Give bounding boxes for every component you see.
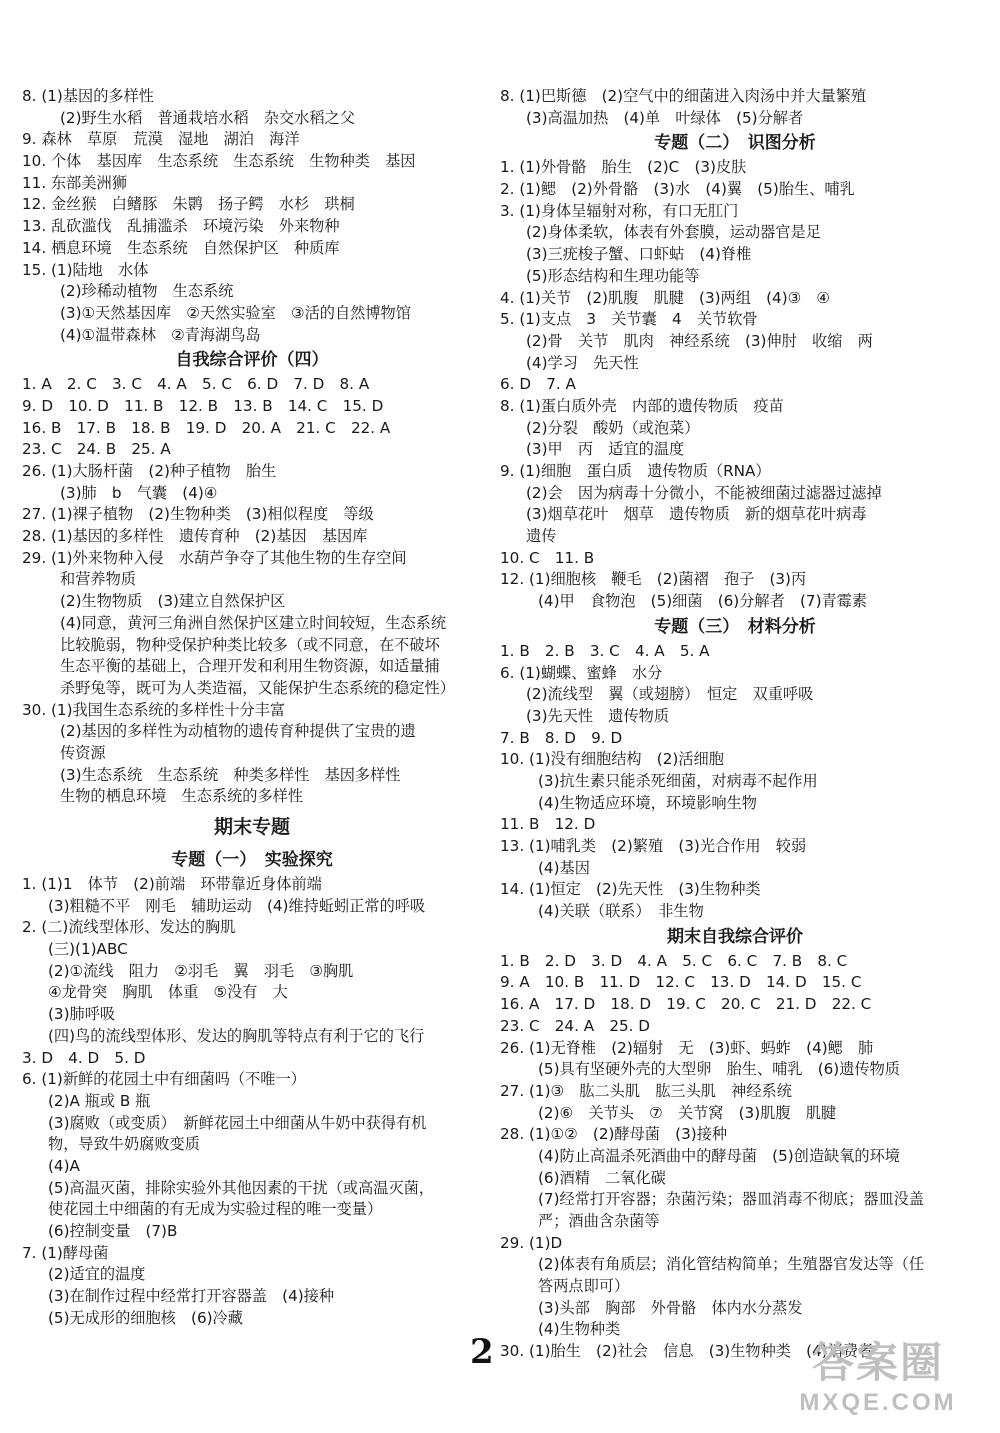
answer-line: (3)三疣梭子蟹、口虾蛄 (4)脊椎 bbox=[526, 245, 752, 264]
answer-line: 26. (1)无脊椎 (2)辐射 无 (3)虾、蚂蚱 (4)鳃 肺 bbox=[500, 1038, 874, 1057]
answer-line: (5)无成形的细胞核 (6)冷藏 bbox=[48, 1308, 243, 1327]
answer-line: (3)甲 丙 适宜的温度 bbox=[526, 440, 685, 459]
answer-line: 15. (1)陆地 水体 bbox=[22, 260, 149, 279]
answer-line: (2)野生水稻 普通栽培水稻 杂交水稻之父 bbox=[60, 108, 355, 127]
answer-line: 8. (1)基因的多样性 bbox=[22, 87, 154, 105]
answer-line: 和营养物质 bbox=[60, 570, 136, 589]
answer-line: (2)会 因为病毒十分微小，不能被细菌过滤器过滤掉 bbox=[526, 483, 882, 502]
answer-line: 23. C 24. B 25. A bbox=[22, 440, 171, 459]
answer-line: (4)关联（联系） 非生物 bbox=[538, 902, 704, 921]
answer-line: 30. (1)我国生态系统的多样性十分丰富 bbox=[22, 700, 286, 719]
watermark-logo-text: 答案圈 bbox=[811, 1338, 944, 1387]
answer-line: 1. B 2. D 3. D 4. A 5. C 6. C 7. B 8. C bbox=[500, 951, 848, 970]
answer-line: 5. (1)支点 3 关节囊 4 关节软骨 bbox=[500, 310, 758, 329]
page-number: 2 bbox=[470, 1332, 494, 1372]
answer-line: (5)高温灭菌，排除实验外其他因素的干扰（或高温灭菌， bbox=[48, 1178, 435, 1197]
section-heading: 专题（一） 实验探究 bbox=[171, 850, 333, 870]
answer-line: 14. 栖息环境 生态系统 自然保护区 种质库 bbox=[22, 238, 340, 257]
answer-line: 6. (1)蝴蝶、蜜蜂 水分 bbox=[500, 663, 663, 682]
answer-line: 9. A 10. B 11. D 12. C 13. D 14. D 15. C bbox=[500, 973, 862, 992]
answer-line: 1. A 2. C 3. C 4. A 5. C 6. D 7. D 8. A bbox=[22, 375, 370, 394]
left-column bbox=[22, 86, 482, 1329]
answer-line: (2)基因的多样性为动植物的遗传育种提供了宝贵的遗 bbox=[60, 722, 416, 741]
answer-line: (7)经常打开容器；杂菌污染；器皿消毒不彻底；器皿没盖 bbox=[538, 1190, 925, 1209]
answer-line: (2)分裂 酸奶（或泡菜） bbox=[526, 418, 700, 437]
answer-line: 2. (1)鳃 (2)外骨骼 (3)水 (4)翼 (5)胎生、哺乳 bbox=[500, 180, 855, 199]
answer-line: 严；酒曲含杂菌等 bbox=[538, 1212, 660, 1230]
answer-line: (2)身体柔软，体表有外套膜，运动器官是足 bbox=[526, 223, 821, 242]
answer-line: ④龙骨突 胸肌 体重 ⑤没有 大 bbox=[48, 983, 288, 1002]
answer-line: 28. (1)基因的多样性 遗传育种 (2)基因 基因库 bbox=[22, 527, 368, 546]
answer-line: (3)抗生素只能杀死细菌，对病毒不起作用 bbox=[538, 771, 818, 790]
watermark-url: MXQE.COM bbox=[799, 1389, 957, 1416]
answer-line: 16. A 17. D 18. D 19. C 20. C 21. D 22. C bbox=[500, 995, 872, 1014]
answer-line: 8. (1)巴斯德 (2)空气中的细菌进入肉汤中并大量繁殖 bbox=[500, 87, 867, 105]
answer-line: (三)(1)ABC bbox=[48, 940, 128, 959]
answer-line: (3)生态系统 生态系统 种类多样性 基因多样性 bbox=[60, 765, 401, 784]
answer-line: (2)骨 关节 肌肉 神经系统 (3)伸肘 收缩 两 bbox=[526, 331, 873, 350]
answer-line: (4)基因 bbox=[538, 858, 590, 877]
answer-line: 27. (1)裸子植物 (2)生物种类 (3)相似程度 等级 bbox=[22, 505, 374, 524]
answer-line: 使花园土中细菌的有无成为实验过程的唯一变量） bbox=[48, 1200, 383, 1219]
answer-line: 杀野兔等，既可为人类造福，又能保护生态系统的稳定性） bbox=[60, 678, 455, 697]
answer-line: 30. (1)胎生 (2)社会 信息 (3)生物种类 (4)消费者 bbox=[500, 1342, 874, 1361]
answer-line: 29. (1)D bbox=[500, 1233, 563, 1252]
answer-line: 9. 森林 草原 荒漠 湿地 湖泊 海洋 bbox=[22, 130, 300, 149]
answer-line: 9. (1)细胞 蛋白质 遗传物质（RNA） bbox=[500, 462, 771, 480]
section-heading: 期末自我综合评价 bbox=[667, 926, 803, 947]
answer-line: (3)①天然基因库 ②天然实验室 ③活的自然博物馆 bbox=[60, 303, 411, 322]
answer-line: (2)适宜的温度 bbox=[48, 1265, 146, 1284]
answer-line: (3)头部 胸部 外骨骼 体内水分蒸发 bbox=[538, 1298, 803, 1317]
section-heading: 自我综合评价（四） bbox=[175, 350, 329, 371]
answer-line: 11. B 12. D bbox=[500, 815, 596, 834]
answer-line: 9. D 10. D 11. B 12. B 13. B 14. C 15. D bbox=[22, 396, 384, 415]
answer-line: 12. (1)细胞核 鞭毛 (2)菌褶 孢子 (3)丙 bbox=[500, 570, 807, 589]
answer-line: 13. (1)哺乳类 (2)繁殖 (3)光合作用 较弱 bbox=[500, 837, 807, 855]
answer-line: (2)珍稀动植物 生态系统 bbox=[60, 282, 234, 301]
answer-line: 28. (1)①② (2)酵母菌 (3)接种 bbox=[500, 1125, 728, 1144]
answer-line: 13. 乱砍滥伐 乱捕滥杀 环境污染 外来物种 bbox=[22, 217, 340, 236]
answer-line: (4)①温带森林 ②青海湖鸟岛 bbox=[60, 325, 261, 344]
answer-line: 1. (1)外骨骼 胎生 (2)C (3)皮肤 bbox=[500, 158, 747, 177]
answer-line: 29. (1)外来物种入侵 水葫芦争夺了其他生物的生存空间 bbox=[22, 548, 407, 567]
answer-line: 答两点即可） bbox=[538, 1277, 630, 1296]
answer-line: 6. (1)新鲜的花园土中有细菌吗（不唯一） bbox=[22, 1070, 306, 1089]
answer-line: 2. (二)流线型体形、发达的胸肌 bbox=[22, 918, 236, 937]
answer-line: 12. 金丝猴 白鳍豚 朱鹮 扬子鳄 水杉 珙桐 bbox=[22, 195, 355, 214]
answer-line: 26. (1)大肠杆菌 (2)种子植物 胎生 bbox=[22, 462, 277, 480]
answer-line: 16. B 17. B 18. B 19. D 20. A 21. C 22. A bbox=[22, 418, 391, 437]
answer-line: (4)生物种类 bbox=[538, 1320, 621, 1339]
answer-line: 遗传 bbox=[526, 527, 557, 546]
answer-line: 物，导致牛奶腐败变质 bbox=[48, 1135, 200, 1154]
answer-line: (3)高温加热 (4)单 叶绿体 (5)分解者 bbox=[526, 108, 804, 127]
answer-line: (5)具有坚硬外壳的大型卵 胎生、哺乳 (6)遗传物质 bbox=[538, 1060, 900, 1079]
section-heading: 专题（二） 识图分析 bbox=[654, 133, 816, 154]
answer-line: 23. C 24. A 25. D bbox=[500, 1016, 651, 1035]
answer-line: 11. 东部美洲狮 bbox=[22, 173, 127, 192]
answer-line: (3)肺呼吸 bbox=[48, 1005, 116, 1024]
answer-line: (4)A bbox=[48, 1156, 80, 1175]
answer-line: 10. (1)没有细胞结构 (2)活细胞 bbox=[500, 750, 724, 769]
answer-line: 14. (1)恒定 (2)先天性 (3)生物种类 bbox=[500, 880, 761, 899]
answer-line: 7. B 8. D 9. D bbox=[500, 728, 623, 747]
site-watermark bbox=[778, 1337, 978, 1425]
answer-line: 比较脆弱，物种受保护种类比较多（或不同意，在不破坏 bbox=[60, 635, 440, 654]
answer-line: (3)粗糙不平 刚毛 辅助运动 (4)维持蚯蚓正常的呼吸 bbox=[48, 896, 426, 915]
answer-line: (四)鸟的流线型体形、发达的胸肌等特点有利于它的飞行 bbox=[48, 1026, 425, 1045]
answer-line: 1. B 2. B 3. C 4. A 5. A bbox=[500, 641, 710, 660]
answer-line: (4)生物适应环境，环境影响生物 bbox=[538, 793, 757, 812]
answer-line: (3)腐败（或变质） 新鲜花园土中细菌从牛奶中获得有机 bbox=[48, 1113, 427, 1132]
answer-line: 1. (1)1 体节 (2)前端 环带靠近身体前端 bbox=[22, 875, 322, 893]
answer-line: 生态平衡的基础上，合理开发和利用生物资源，如适量捕 bbox=[60, 657, 440, 676]
answer-line: (6)酒精 二氧化碳 bbox=[538, 1168, 666, 1187]
answer-line: 4. (1)关节 (2)肌腹 肌腱 (3)两组 (4)③ ④ bbox=[500, 288, 831, 307]
answer-line: 6. D 7. A bbox=[500, 375, 576, 394]
answer-line: 生物的栖息环境 生态系统的多样性 bbox=[60, 787, 303, 806]
section-heading: 专题（三） 材料分析 bbox=[654, 616, 816, 637]
answer-line: (2)①流线 阻力 ②羽毛 翼 羽毛 ③胸肌 bbox=[48, 961, 354, 980]
answer-line: (6)控制变量 (7)B bbox=[48, 1222, 178, 1240]
answer-line: (2)⑥ 关节头 ⑦ 关节窝 (3)肌腹 肌腱 bbox=[538, 1103, 837, 1122]
answer-line: 传资源 bbox=[60, 743, 106, 762]
answer-line: (4)同意，黄河三角洲自然保护区建立时间较短，生态系统 bbox=[60, 613, 447, 632]
answer-line: 3. D 4. D 5. D bbox=[22, 1048, 146, 1067]
answer-line: (3)肺 b 气囊 (4)④ bbox=[60, 483, 218, 502]
answer-line: (3)烟草花叶 烟草 遗传物质 新的烟草花叶病毒 bbox=[526, 505, 867, 524]
answer-line: 27. (1)③ 肱二头肌 肱三头肌 神经系统 bbox=[500, 1081, 792, 1100]
answer-line: 10. 个体 基因库 生态系统 生态系统 生物种类 基因 bbox=[22, 152, 416, 171]
answer-line: (2)A 瓶或 B 瓶 bbox=[48, 1091, 151, 1110]
answer-line: 3. (1)身体呈辐射对称，有口无肛门 bbox=[500, 201, 739, 220]
answer-line: (5)形态结构和生理功能等 bbox=[526, 266, 700, 285]
answer-line: 7. (1)酵母菌 bbox=[22, 1243, 109, 1262]
right-column bbox=[500, 86, 970, 1363]
chapter-heading: 期末专题 bbox=[213, 816, 290, 838]
answer-line: (3)先天性 遗传物质 bbox=[526, 706, 670, 725]
answer-line: (4)甲 食物泡 (5)细菌 (6)分解者 (7)青霉素 bbox=[538, 592, 868, 611]
answer-line: (3)在制作过程中经常打开容器盖 (4)接种 bbox=[48, 1287, 335, 1306]
answer-line: (2)流线型 翼（或翅膀） 恒定 双重呼吸 bbox=[526, 685, 814, 704]
answer-line: 10. C 11. B bbox=[500, 548, 595, 567]
answer-line: (4)学习 先天性 bbox=[526, 353, 639, 372]
answer-line: (2)生物物质 (3)建立自然保护区 bbox=[60, 592, 286, 611]
answer-line: (4)防止高温杀死酒曲中的酵母菌 (5)创造缺氧的环境 bbox=[538, 1146, 900, 1165]
answer-line: 8. (1)蛋白质外壳 内部的遗传物质 疫苗 bbox=[500, 396, 784, 415]
answer-line: (2)体表有角质层；消化管结构简单；生殖器官发达等（任 bbox=[538, 1255, 925, 1274]
